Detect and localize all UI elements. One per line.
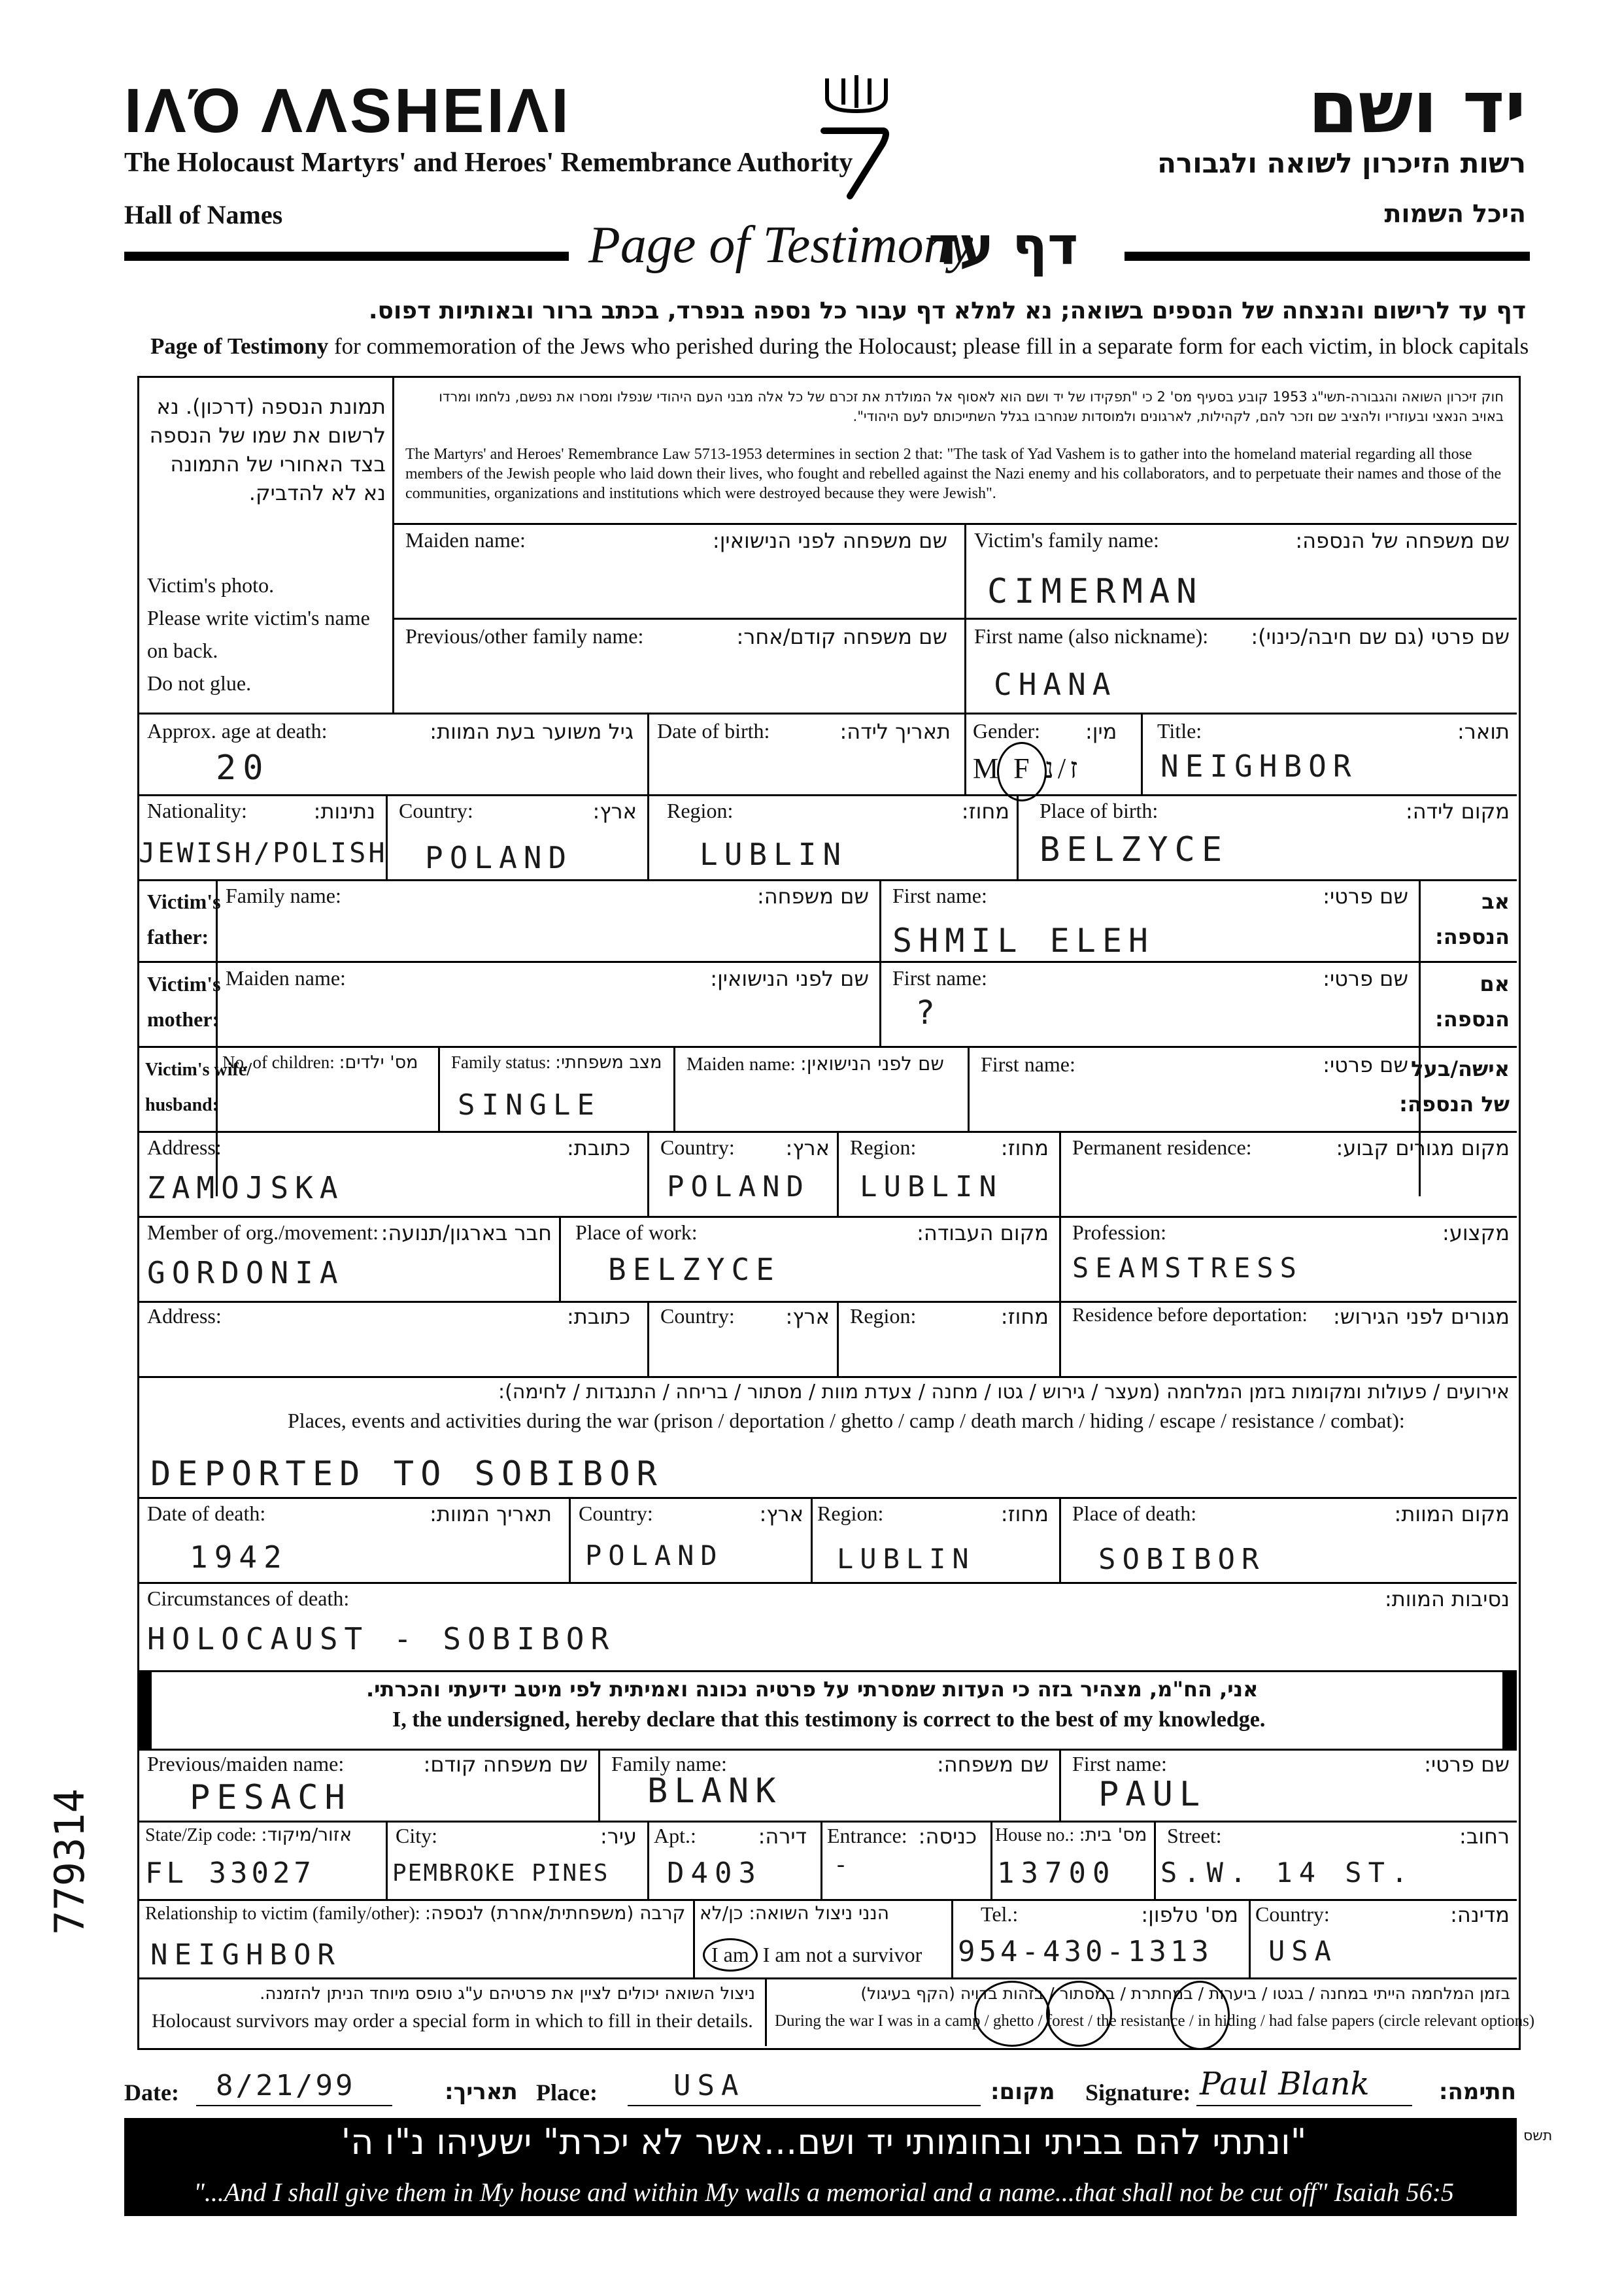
sub-house-label: House no.: מס' בית:: [995, 1824, 1147, 1845]
mother-label: Victim's mother:: [147, 972, 221, 1031]
declaration-bar-left: [137, 1670, 152, 1749]
sub-first-label: First name:: [1072, 1752, 1167, 1775]
death-region-label: Region:: [817, 1502, 884, 1525]
work-label: Place of work:: [575, 1220, 698, 1244]
birthplace-label-he: מקום לידה:: [1405, 799, 1510, 824]
footer-corner-mark: תשס: [1523, 2128, 1553, 2144]
father-family-label: Family name:: [226, 884, 341, 907]
address-value[interactable]: ZAMOJSKA: [147, 1170, 345, 1205]
address2-region-label: Region:: [850, 1304, 917, 1328]
address2-label-he: כתובת:: [567, 1304, 630, 1329]
children-field[interactable]: [219, 1082, 435, 1128]
mother-maiden-field[interactable]: [219, 997, 876, 1043]
mother-maiden-label: Maiden name:: [226, 966, 346, 990]
father-first-label-he: שם פרטי:: [1323, 884, 1408, 909]
declaration-bar-right: [1502, 1670, 1517, 1749]
law-text-english: The Martyrs' and Heroes' Remembrance Law 5713-1953 determines in section 2 that: "The task of Yad Vashem is to gather into the homeland material regarding all those members of the Jewish people who laid down their lives, who fought and rebelled against the Nazi enemy and his collaborators, and to perpetuate their names and those of the communities, organizations and institutions which were destroyed because they were Jewish".: [405, 446, 1502, 502]
maiden-name-label-he: שם משפחה לפני הנישואין:: [712, 528, 947, 553]
age-label-he: גיל משוער בעת המוות:: [430, 719, 634, 744]
maiden-name-field[interactable]: [396, 556, 961, 614]
place-label-he: מקום:: [990, 2079, 1055, 2105]
address2-region-label-he: מחוז:: [1000, 1304, 1049, 1329]
country-label: Country:: [399, 799, 473, 822]
gender-label: Gender:: [973, 719, 1041, 743]
during-war-note-he: בזמן המלחמה הייתי במחנה / בגטו / ביערות / במחתרת / במסתור / בזהות בדויה (הקף בעיגול): [860, 1984, 1510, 2003]
place-value[interactable]: USA: [673, 2069, 745, 2102]
sub-first-label-he: שם פרטי:: [1424, 1752, 1510, 1777]
signature-value[interactable]: Paul Blank: [1200, 2066, 1370, 2102]
death-country-value[interactable]: POLAND: [585, 1539, 724, 1572]
sub-rel-label: Relationship to victim (family/other): קרבה (משפחתית/אחרת) לנספה:: [145, 1902, 686, 1924]
dob-field[interactable]: [651, 748, 961, 791]
previous-name-label: Previous/other family name:: [405, 624, 644, 648]
mother-first-label: First name:: [892, 966, 987, 990]
mother-label-he: אם הנספה:: [1434, 971, 1510, 1032]
logo-hebrew: יד ושם: [1308, 65, 1526, 149]
work-value[interactable]: BELZYCE: [608, 1252, 781, 1287]
first-name-label-he: שם פרטי (גם שם חיבה/כינוי):: [1251, 624, 1510, 649]
birthplace-value[interactable]: BELZYCE: [1040, 830, 1229, 869]
member-label-he: חבר בארגון/תנועה:: [381, 1220, 552, 1245]
first-name-label: First name (also nickname):: [974, 624, 1209, 648]
addr-country-label-he: ארץ:: [785, 1135, 830, 1160]
first-name-value[interactable]: CHANA: [994, 667, 1117, 702]
photo-instructions-english: Victim's photo. Please write victim's name on back. Do not glue.: [147, 573, 370, 695]
instructions-english: [150, 333, 1529, 360]
sub-country-value[interactable]: USA: [1268, 1935, 1338, 1967]
sub-city-label: City:: [396, 1824, 438, 1847]
country-value[interactable]: POLAND: [425, 840, 573, 875]
address-label: Address:: [147, 1135, 222, 1159]
sub-state-value[interactable]: FL 33027: [145, 1857, 315, 1890]
father-family-field[interactable]: [219, 915, 876, 958]
addr-region-value[interactable]: LUBLIN: [860, 1170, 1003, 1203]
perm-residence-label-he: מקום מגורים קבוע:: [1336, 1135, 1510, 1160]
father-first-label: First name:: [892, 884, 987, 907]
spouse-label-he: אישה/בעל של הנספה:: [1399, 1056, 1510, 1117]
address2-label: Address:: [147, 1304, 222, 1328]
sub-apt-label-he: דירה:: [758, 1824, 807, 1849]
law-text-hebrew: חוק זיכרון השואה והגבורה-תשי"ג 1953 קובע בסעיף מס' 2 כי "תפקידו של יד ושם הוא לאסוף אל המולדת את זכרם של כל אלה מבני העם היהודי שנפלו ומסרו את נפשם, נלחמו ומרדו באויב הנאצי ובעוזריו ולהציב שם וזכר להם, לקהילות, לארגונים ולמוסדות שנחרבו בגלל השתייכותם לעם היהודי".: [439, 389, 1504, 424]
addr-country-value[interactable]: POLAND: [667, 1170, 810, 1203]
gender-circle: [997, 742, 1047, 801]
family-status-value[interactable]: SINGLE: [458, 1088, 601, 1122]
authority-english: The Holocaust Martyrs' and Heroes' Remembrance Authority: [124, 148, 853, 178]
age-label: Approx. age at death:: [147, 719, 328, 743]
places-events-value[interactable]: DEPORTED TO SOBIBOR: [150, 1454, 664, 1494]
authority-hebrew: רשות הזיכרון לשואה ולגבורה: [1157, 147, 1526, 179]
profession-label-he: מקצוע:: [1442, 1220, 1510, 1245]
father-first-value[interactable]: SHMIL ELEH: [892, 922, 1155, 960]
address-label-he: כתובת:: [567, 1135, 630, 1160]
logo-english: ΙΛΌ ΛΛЅΗΕΙΛΙ: [124, 76, 571, 146]
pod-label-he: מקום המוות:: [1394, 1502, 1510, 1526]
father-label: Victim's father:: [147, 890, 221, 949]
circumstances-label-he: נסיבות המוות:: [1384, 1587, 1510, 1611]
hall-of-names-hebrew: היכל השמות: [1384, 199, 1526, 228]
sub-apt-value[interactable]: D403: [667, 1857, 762, 1890]
places-label-he: אירועים / פעולות ומקומות בזמן המלחמה (מעצר / גירוש / גטו / מחנה / צעדת מוות / מסתור / בריחה / התנגדות / לחימה):: [498, 1381, 1510, 1404]
region-label: Region:: [667, 799, 734, 822]
profession-value[interactable]: SEAMSTRESS: [1072, 1252, 1303, 1284]
family-status-label: Family status: מצב משפחתי:: [451, 1052, 662, 1073]
footer-quote-hebrew: "ונתתי להם בביתי ובחומותי יד ושם...אשר לא יכרת" ישעיהו נ"ו ה': [341, 2121, 1307, 2162]
sub-apt-label: Apt.:: [654, 1824, 696, 1847]
dod-label: Date of death:: [147, 1502, 266, 1525]
side-number: 779314: [46, 1789, 93, 1935]
region-label-he: מחוז:: [961, 799, 1009, 824]
date-label: Date:: [124, 2079, 179, 2106]
perm-residence-field[interactable]: [1062, 1167, 1514, 1213]
mother-maiden-label-he: שם לפני הנישואין:: [710, 966, 869, 991]
survivor-label-he: הנני ניצול השואה: כן/לא: [700, 1902, 890, 1924]
gender-label-he: מין:: [1085, 719, 1117, 744]
member-value[interactable]: GORDONIA: [147, 1255, 345, 1290]
spouse-maiden-field[interactable]: [677, 1082, 964, 1128]
instructions-rest: for commemoration of the Jews who perished during the Holocaust; please fill in a separate form for each victim, in block capitals: [333, 333, 1529, 359]
signature-label: Signature:: [1085, 2079, 1191, 2106]
nationality-value[interactable]: JEWISH/POLISH: [139, 837, 388, 869]
work-label-he: מקום העבודה:: [917, 1220, 1049, 1245]
addr-region-label: Region:: [850, 1135, 917, 1159]
pod-value[interactable]: SOBIBOR: [1098, 1543, 1266, 1576]
signature-label-he: חתימה:: [1438, 2079, 1516, 2105]
previous-name-field[interactable]: [396, 654, 961, 709]
sub-house-value[interactable]: 13700: [997, 1857, 1117, 1890]
circumstances-value[interactable]: HOLOCAUST - SOBIBOR: [147, 1621, 616, 1656]
family-name-label: Victim's family name:: [974, 528, 1159, 552]
father-family-label-he: שם משפחה:: [756, 884, 869, 909]
sub-street-value[interactable]: S.W. 14 ST.: [1160, 1857, 1415, 1889]
spouse-maiden-label: Maiden name: שם לפני הנישואין:: [686, 1052, 944, 1075]
spouse-first-label-he: שם פרטי:: [1323, 1052, 1408, 1077]
sub-entrance-label: Entrance:: [827, 1824, 907, 1847]
death-region-value[interactable]: LUBLIN: [837, 1543, 975, 1575]
hiding-circle: [1170, 1981, 1230, 2050]
title-rule-right: [1125, 252, 1530, 261]
title-rule-left: [124, 252, 569, 261]
survivor-options: [703, 1938, 922, 1972]
photo-instructions-hebrew: תמונת הנספה (דרכון). נא לרשום את שמו של הנספה בצד האחורי של התמונה נא לא להדביק.: [149, 394, 386, 505]
pod-label: Place of death:: [1072, 1502, 1197, 1525]
sub-prev-name-label-he: שם משפחה קודם:: [423, 1752, 588, 1777]
region-value[interactable]: LUBLIN: [700, 837, 848, 872]
i-am-not-option[interactable]: I am not a survivor: [762, 1943, 922, 1966]
hall-of-names-english: Hall of Names: [124, 200, 283, 229]
sub-tel-value[interactable]: 954-430-1313: [958, 1935, 1213, 1968]
family-name-value[interactable]: CIMERMAN: [987, 572, 1204, 611]
profession-label: Profession:: [1072, 1220, 1166, 1244]
dod-label-he: תאריך המוות:: [430, 1502, 552, 1526]
sub-country-label-he: מדינה:: [1450, 1902, 1510, 1927]
death-country-label: Country:: [579, 1502, 653, 1525]
title-english: Page of Testimony: [588, 216, 973, 274]
nationality-label: Nationality:: [147, 799, 247, 822]
sub-street-label: Street:: [1167, 1824, 1222, 1847]
age-value[interactable]: 20: [216, 748, 270, 788]
title-hebrew: דף עד: [928, 216, 1079, 277]
children-label: No. of children: מס' ילדים:: [222, 1052, 418, 1073]
survivor-form-note: Holocaust survivors may order a special form in which to fill in their details.: [152, 2010, 753, 2032]
sub-family-label-he: שם משפחה:: [936, 1752, 1049, 1777]
address2-country-label-he: ארץ:: [785, 1304, 830, 1329]
death-country-label-he: ארץ:: [759, 1502, 804, 1526]
sub-prev-name-label: Previous/maiden name:: [147, 1752, 345, 1775]
sub-state-label: State/Zip code: אזור/מיקוד:: [145, 1824, 352, 1845]
declaration-english: I, the undersigned, hereby declare that this testimony is correct to the best of my knowledge.: [392, 1707, 1266, 1732]
death-region-label-he: מחוז:: [1000, 1502, 1049, 1526]
sub-entrance-label-he: כניסה:: [918, 1824, 977, 1849]
dod-value[interactable]: 1942: [190, 1539, 288, 1575]
sub-city-label-he: עיר:: [600, 1824, 637, 1849]
birthplace-label: Place of birth:: [1040, 799, 1159, 822]
places-label: Places, events and activities during the war (prison / deportation / ghetto / camp / death march / hiding / escape / resistance / combat):: [288, 1409, 1405, 1432]
date-label-he: תאריך:: [445, 2079, 518, 2105]
previous-name-label-he: שם משפחה קודם/אחר:: [736, 624, 947, 649]
mother-first-value[interactable]: ?: [915, 994, 942, 1032]
address2-country-label: Country:: [660, 1304, 735, 1328]
title-label-he: תואר:: [1457, 719, 1510, 744]
gender-options[interactable]: M F ז/נ: [973, 752, 1082, 784]
address2-field[interactable]: [141, 1334, 644, 1373]
date-value[interactable]: 8/21/99: [216, 2069, 356, 2102]
mother-first-label-he: שם פרטי:: [1323, 966, 1408, 991]
place-label: Place:: [536, 2079, 598, 2106]
dob-label-he: תאריך לידה:: [839, 719, 951, 744]
ghetto-circle: [1046, 1981, 1112, 2047]
sub-entrance-value[interactable]: -: [837, 1851, 845, 1877]
camp-circle: [974, 1981, 1050, 2047]
nationality-label-he: נתינות:: [313, 799, 375, 824]
spouse-first-label: First name:: [981, 1052, 1075, 1076]
family-name-label-he: שם משפחה של הנספה:: [1295, 528, 1510, 553]
father-label-he: אב הנספה:: [1434, 889, 1510, 949]
sub-street-label-he: רחוב:: [1459, 1824, 1510, 1849]
instructions-bold: Page of Testimony: [150, 333, 329, 359]
sub-first-value[interactable]: PAUL: [1098, 1775, 1207, 1814]
sub-rel-value[interactable]: NEIGHBOR: [150, 1938, 341, 1972]
title-value[interactable]: NEIGHBOR: [1160, 748, 1358, 784]
sub-prev-name-value[interactable]: PESACH: [190, 1778, 352, 1817]
addr-country-label: Country:: [660, 1135, 735, 1159]
sub-family-value[interactable]: BLANK: [647, 1772, 783, 1811]
emblem-logo: [811, 65, 902, 209]
survivor-form-note-he: ניצול השואה יכולים לציין את פרטיהם ע"ג טופס מיוחד הניתן להזמנה.: [260, 1984, 755, 2004]
circumstances-label: Circumstances of death:: [147, 1587, 350, 1610]
residence-before-label: Residence before deportation:: [1072, 1304, 1308, 1326]
perm-residence-label: Permanent residence:: [1072, 1135, 1252, 1159]
sub-city-value[interactable]: PEMBROKE PINES: [392, 1860, 609, 1887]
during-war-note: During the war I was in a camp / ghetto / forest / the resistance / in hiding / had false papers (circle relevant options): [775, 2012, 1535, 2030]
dob-label: Date of birth:: [657, 719, 770, 743]
sub-family-label: Family name:: [611, 1752, 727, 1775]
member-label: Member of org./movement:: [147, 1220, 379, 1244]
addr-region-label-he: מחוז:: [1000, 1135, 1049, 1160]
spouse-first-field[interactable]: [971, 1082, 1415, 1128]
sub-country-label: Country:: [1255, 1902, 1330, 1926]
spouse-label: Victim's wife/ husband:: [145, 1060, 252, 1115]
sub-tel-label: Tel.:: [981, 1902, 1019, 1926]
sub-tel-label-he: מס' טלפון:: [1141, 1902, 1238, 1927]
country-label-he: ארץ:: [592, 799, 637, 824]
declaration-hebrew: אני, הח"מ, מצהיר בזה כי העדות שמסרתי על פרטיה נכונה ואמיתית לפי מיטב ידיעתי והכרתי.: [366, 1677, 1259, 1702]
i-am-option[interactable]: I am: [703, 1938, 758, 1972]
title-label: Title:: [1157, 719, 1202, 743]
instructions-hebrew: דף עד לרישום והנצחה של הנספים בשואה; נא למלא דף עבור כל נספה בנפרד, בכתב ברור ובאותיות דפוס.: [368, 297, 1526, 324]
footer-quote-english: "...And I shall give them in My house and within My walls a memorial and a name...that shall not be cut off" Isaiah 56:5: [194, 2177, 1454, 2207]
residence-before-label-he: מגורים לפני הגירוש:: [1332, 1304, 1510, 1329]
maiden-name-label: Maiden name:: [405, 528, 526, 552]
